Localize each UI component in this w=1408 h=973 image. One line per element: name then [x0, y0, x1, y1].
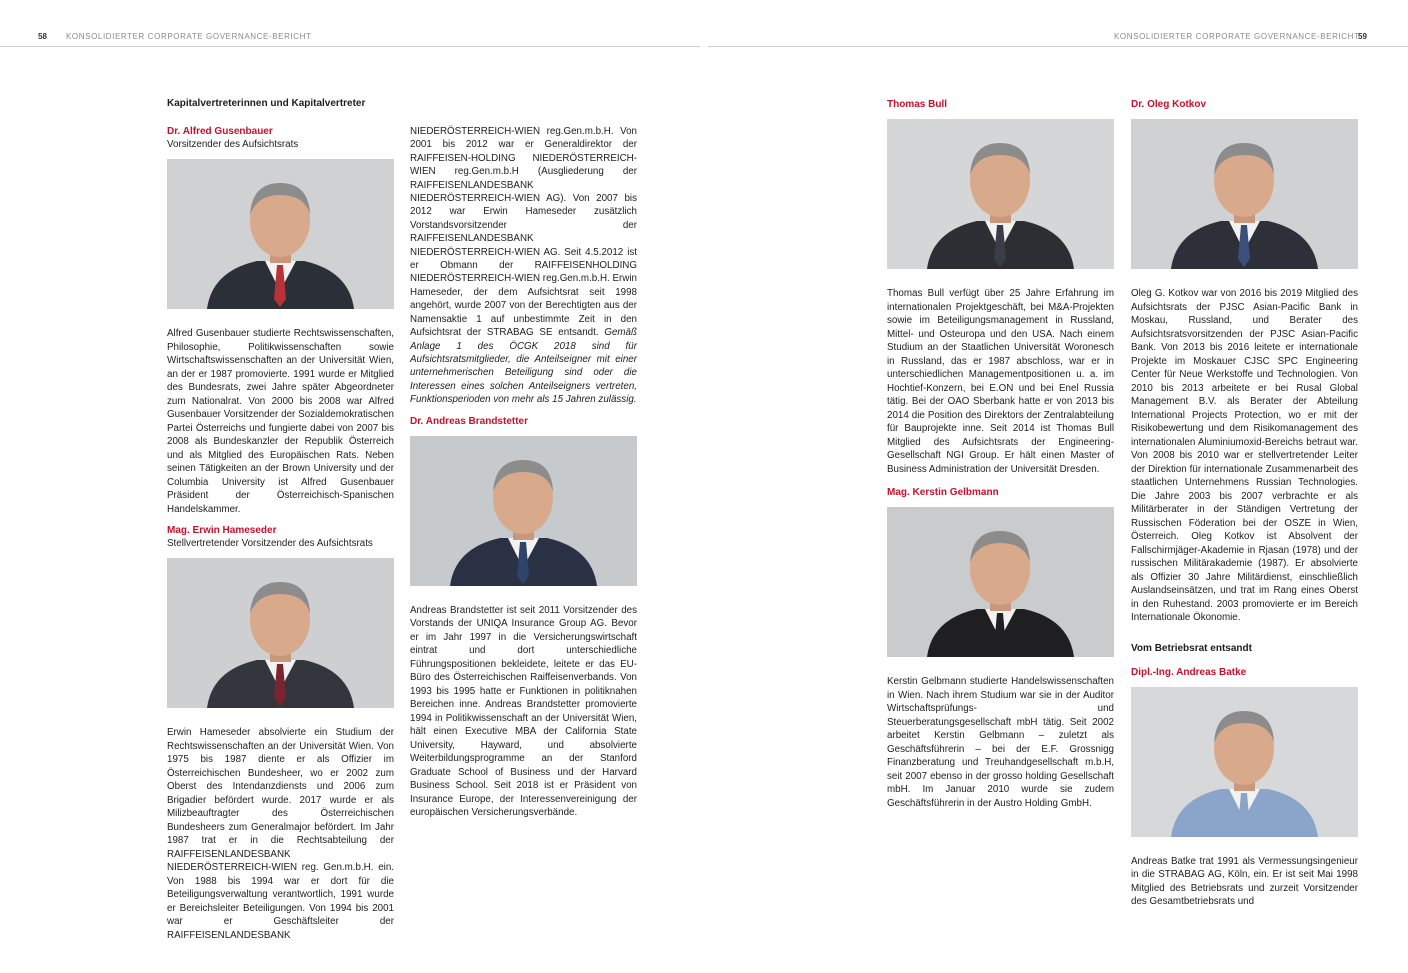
portrait-illustration	[1131, 119, 1358, 269]
column-4	[1131, 98, 1358, 909]
person-name: Dr. Andreas Brandstetter	[410, 415, 528, 427]
left-running-title: KONSOLIDIERTER CORPORATE GOVERNANCE-BERICHT	[66, 32, 312, 41]
portrait-photo	[1131, 687, 1358, 837]
column-3	[887, 98, 1114, 810]
left-page-number: 58	[38, 32, 47, 41]
person-bio: Thomas Bull verfügt über 25 Jahre Erfahrung im internationalen Projektgeschäft, bei M&A-Projekten sowie im Beteiligungsmanagement in Russland, Mittel- und Osteuropa und den USA. Nach einem Studium an der Staatlichen Universität Woronesch in Russland, das er 1987 abschloss, war er in unterschiedlichen Managementpositionen u. a. im Hochtief-Konzern, bei E.ON und bei Enel Russia tätig. Bei der OAO Sberbank hatte er von 2013 bis 2014 die Position des Direktors der Zentralabteilung für Bauprojekte inne. Seit 2014 ist Thomas Bull Mitglied des Aufsichtsrats der Engineering-Gesellschaft NGI Group. Er hält einen Master of Business Administration der Universität Dresden.	[887, 288, 1114, 475]
person-name: Mag. Kerstin Gelbmann	[887, 487, 999, 498]
person-name: Dr. Oleg Kotkov	[1131, 99, 1207, 110]
right-page-number: 59	[1358, 32, 1367, 41]
portrait-photo	[887, 119, 1114, 269]
bio-note-italic: Gemäß Anlage 1 des ÖCGK 2018 sind für Aufsichtsratsmitglieder, die Anteilseigner mit einer unternehmerischen Beteiligung sind oder die Interessen eines solchen Anteilseigners vertreten, Funktionsperioden von mehr als 15 Jahren zulässig.	[410, 327, 637, 406]
portrait-illustration	[887, 119, 1114, 269]
person-bio: Erwin Hameseder absolvierte ein Studium der Rechtswissenschaften an der Universität Wien. Von 1975 bis 1987 diente er als Offizier im Österreichischen Bundesheer, wo er 2002 zum Oberst des Intendanzdiensts und 2006 zum Brigadier befördert wurde. 2017 wurde er als Milizbeauftragter des Österreichischen Bundesheers zum Generalmajor befördert. Im Jahr 1987 trat er in die Rechtsabteilung der RAIFFEISENLANDESBANK NIEDERÖSTERREICH-WIEN reg. Gen.m.b.H. ein. Von 1988 bis 1994 war er dort für die Beteiligungsverwaltung verantwortlich, 1991 wurde er Bereichsleiter Beteiligungen. Von 1994 bis 2001 war er Geschäftsleiter der RAIFFEISENLANDESBANK	[167, 727, 394, 941]
person-name: Dipl.-Ing. Andreas Batke	[1131, 666, 1247, 678]
person-bio: Kerstin Gelbmann studierte Handelswissenschaften in Wien. Nach ihrem Studium war sie in der Auditor Wirtschaftsprüfungs- und Steuerberatungsgesellschaft mbH tätig. Seit 2002 arbeitet Kerstin Gelbmann – zuletzt als Geschäftsführerin – bei der E.F. Grossnigg Finanzberatung und Treuhandgesellschaft m.b.H, seit 2007 ebenso in der grosso holding Gesellschaft mbH. Im Januar 2010 wurde sie zudem Geschäftsführerin in der Austro Holding GmbH.	[887, 676, 1114, 809]
person-bio: Oleg G. Kotkov war von 2016 bis 2019 Mitglied des Aufsichtsrats der PJSC Asian-Pacific Bank in Moskau, Russland, und Berater des Aufsichtsratsvorsitzenden der PJSC Asian-Pacific Bank. Von 2013 bis 2016 leitete er internationale Projekte im Moskauer CJSC SPC Engineering Center für Neue Werkstoffe und Technologien. Von 2010 bis 2013 arbeitete er bei Rusal Global Management B.V. als Berater der Abteilung International Projects Protection, wo er mit der Risikobewertung und dem Risikomanagement des internationalen Aluminiumoxid-Bereichs betraut war. Von 2008 bis 2010 war er stellvertretender Leiter der Direktion für internationale Zusammenarbeit des staatlichen Unternehmens Russian Technologies. Die Jahre 2003 bis 2007 verbrachte er als Militärberater in der Ständigen Vertretung der Russischen Föderation bei der OSZE in Wien, Österreich. Oleg Kotkov ist Absolvent der Fallschirmjäger-Akademie in Rjasan (1978) und der russischen Militärakademie (1987). Er absolvierte als Offizier 30 Jahre Militärdienst, einschließlich Auslandseinsätzen, und trat im Rang eines Oberst in den Ruhestand. 2003 promovierte er im Bereich Internationale Ökonomie.	[1131, 288, 1358, 623]
person-role: Vorsitzender des Aufsichtsrats	[167, 139, 299, 150]
header-rule-right	[708, 46, 1408, 47]
portrait-photo	[887, 507, 1114, 657]
portrait-illustration	[1131, 687, 1358, 837]
portrait-photo	[1131, 119, 1358, 269]
section-heading: Kapitalvertreterinnen und Kapitalvertreter	[167, 98, 366, 109]
portrait-photo	[410, 436, 637, 586]
portrait-illustration	[167, 558, 394, 708]
person-bio: Alfred Gusenbauer studierte Rechtswissenschaften, Philosophie, Politikwissenschaften sowie Wirtschaftswissenschaften an der Universität Wien, an der er 1987 promovierte. 1991 wurde er Mitglied des Bundesrats, zwei Jahre später Abgeordneter zum Nationalrat. Von 2000 bis 2008 war Alfred Gusenbauer Vorsitzender der Sozialdemokratischen Partei Österreichs und fungierte dabei von 2007 bis 2008 als Bundeskanzler der Republik Österreich und als Mitglied des Europäischen Rats. Neben seinen Tätigkeiten an der Brown University und der Columbia University ist Alfred Gusenbauer Präsident der Österreichisch-Spanischen Handelskammer.	[167, 328, 394, 515]
person-role: Stellvertretender Vorsitzender des Aufsichtsrats	[167, 538, 373, 549]
section-heading-works-council: Vom Betriebsrat entsandt	[1131, 642, 1252, 654]
column-2	[410, 125, 637, 820]
portrait-illustration	[410, 436, 637, 586]
bio-text: NIEDERÖSTERREICH-WIEN reg.Gen.m.b.H. Von 2001 bis 2012 war er Generaldirektor der RAIFFEISEN-HOLDING NIEDERÖSTERREICH-WIEN reg.Gen.m.b.H (Ausgliederung der RAIFFEISENLANDESBANK NIEDERÖSTERREICH-WIEN AG). Von 2007 bis 2012 war Erwin Hameseder zusätzlich Vorstandsvorsitzender der RAIFFEISENLANDESBANK NIEDERÖSTERREICH-WIEN AG. Seit 4.5.2012 ist er Obmann der RAIFFEISENHOLDING NIEDERÖSTERREICH-WIEN reg.Gen.m.b.H. Erwin Hameseder, der dem Aufsichtsrat seit 1998 angehört, wurde 2007 von der Berechtigten aus der Namensaktie 1 auf unbestimmte Zeit in den Aufsichtsrat der STRABAG SE entsandt.	[410, 126, 637, 339]
person-bio-continued	[410, 125, 637, 407]
person-name: Dr. Alfred Gusenbauer	[167, 126, 273, 137]
portrait-illustration	[167, 159, 394, 309]
person-name: Thomas Bull	[887, 99, 948, 110]
portrait-photo	[167, 159, 394, 309]
portrait-photo	[167, 558, 394, 708]
person-bio: Andreas Brandstetter ist seit 2011 Vorsitzender des Vorstands der UNIQA Insurance Group AG. Bevor er im Jahr 1997 in die Versicherungswirtschaft eintrat und dort unterschiedliche Führungspositionen bekleidete, leitete er das EU-Büro des Österreichischen Raiffeisenverbands. Von 1993 bis 1995 hatte er Funktionen in politiknahen Bereichen inne. Andreas Brandstetter promovierte 1994 in Politikwissenschaft an der Universität Wien, hält einen Executive MBA der California State University, Hayward, und absolvierte Weiterbildungsprogramme an der Stanford Graduate School of Business und der Harvard Business School. Seit 2018 ist er Präsident von Insurance Europe, der Interessenvereinigung der europäischen Versicherungsverbände.	[410, 604, 637, 819]
header-rule-left	[0, 46, 700, 47]
right-running-title: KONSOLIDIERTER CORPORATE GOVERNANCE-BERICHT	[1114, 32, 1360, 41]
person-name: Mag. Erwin Hameseder	[167, 525, 277, 536]
person-bio: Andreas Batke trat 1991 als Vermessungsingenieur in die STRABAG AG, Köln, ein. Er ist seit Mai 1998 Mitglied des Betriebsrats und zurzeit Vorsitzender des Gesamtbetriebsrats und	[1131, 855, 1358, 907]
portrait-illustration	[887, 507, 1114, 657]
column-1	[167, 98, 394, 942]
